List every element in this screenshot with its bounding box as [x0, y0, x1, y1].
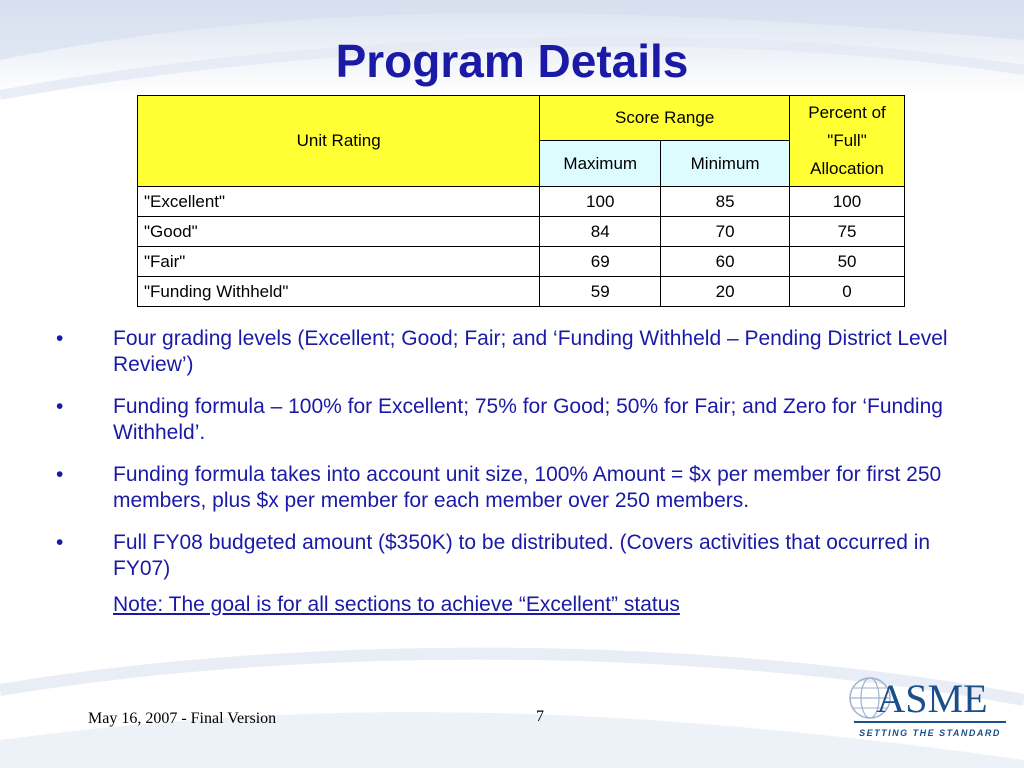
bullet-text: Four grading levels (Excellent; Good; Fair; and ‘Funding Withheld – Pending District Level Review’) — [113, 327, 948, 376]
list-item — [0, 326, 1024, 378]
rating-cell: "Funding Withheld" — [138, 277, 540, 307]
table-row — [138, 187, 905, 217]
bullet-text: Full FY08 budgeted amount ($350K) to be distributed. (Covers activities that occurred in FY07) — [113, 531, 931, 580]
header-unit-rating: Unit Rating — [138, 96, 540, 187]
rating-cell: "Excellent" — [138, 187, 540, 217]
max-cell: 100 — [540, 187, 661, 217]
percent-cell: 75 — [790, 217, 905, 247]
bullet-text: Funding formula takes into account unit size, 100% Amount = $x per member for first 250 members, plus $x per member for each member over 250 members. — [113, 463, 942, 512]
bullet-marker: • — [56, 327, 64, 350]
bullet-marker: • — [56, 463, 64, 486]
percent-cell: 100 — [790, 187, 905, 217]
max-cell: 59 — [540, 277, 661, 307]
min-cell: 20 — [661, 277, 790, 307]
bullet-list — [0, 326, 1024, 618]
rating-cell: "Fair" — [138, 247, 540, 277]
header-minimum: Minimum — [661, 141, 790, 187]
table-row — [138, 217, 905, 247]
percent-cell: 0 — [790, 277, 905, 307]
logo-name: ASME — [876, 676, 988, 721]
bullet-text: Funding formula – 100% for Excellent; 75% for Good; 50% for Fair; and Zero for ‘Funding Withheld’. — [113, 395, 943, 444]
min-cell: 60 — [661, 247, 790, 277]
note-link[interactable]: Note: The goal is for all sections to achieve “Excellent” status — [113, 593, 680, 616]
list-item — [0, 462, 1024, 514]
page-number: 7 — [536, 708, 544, 725]
max-cell: 84 — [540, 217, 661, 247]
header-score-range: Score Range — [540, 96, 790, 141]
header-maximum: Maximum — [540, 141, 661, 187]
max-cell: 69 — [540, 247, 661, 277]
table-row — [138, 247, 905, 277]
table-row — [138, 277, 905, 307]
min-cell: 70 — [661, 217, 790, 247]
percent-cell: 50 — [790, 247, 905, 277]
bullet-marker: • — [56, 395, 64, 418]
asme-logo — [846, 668, 1014, 746]
footer-date: May 16, 2007 - Final Version — [88, 710, 277, 727]
list-item — [0, 530, 1024, 582]
header-percent-allocation: Percent of "Full" Allocation — [790, 96, 905, 187]
program-details-table — [137, 95, 905, 307]
rating-cell: "Good" — [138, 217, 540, 247]
logo-tagline: SETTING THE STANDARD — [859, 728, 1001, 738]
page-title: Program Details — [335, 35, 689, 87]
min-cell: 85 — [661, 187, 790, 217]
list-item — [0, 394, 1024, 446]
bullet-marker: • — [56, 531, 64, 554]
